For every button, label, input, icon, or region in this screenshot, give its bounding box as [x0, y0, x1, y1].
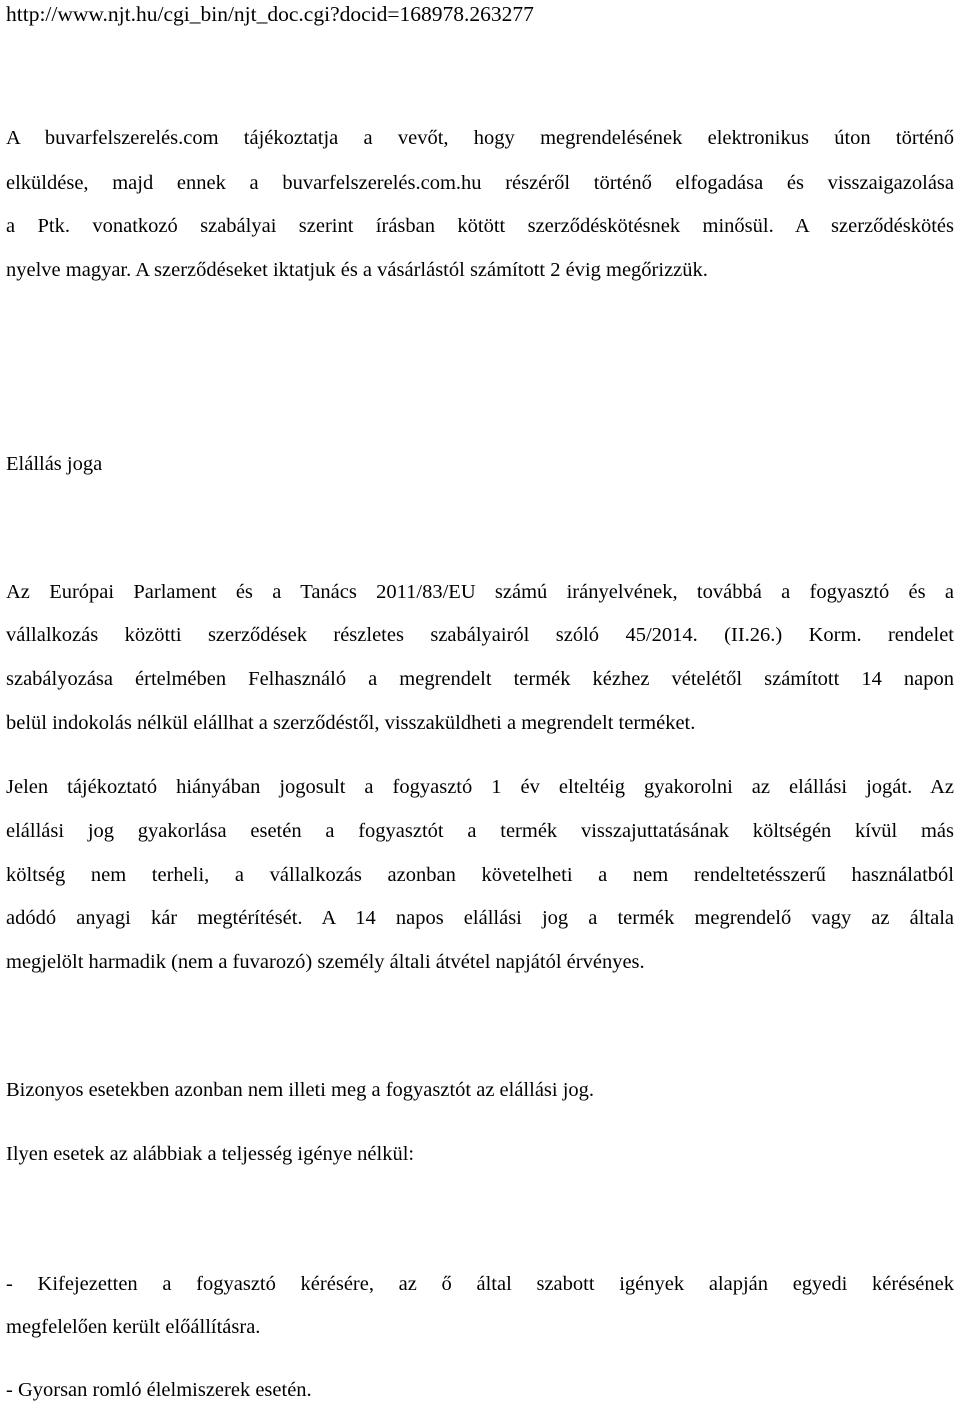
document-url: http://www.njt.hu/cgi_bin/njt_doc.cgi?docid=168978.263277: [6, 2, 534, 26]
exception-item-1-line-2: megfelelően került előállításra.: [6, 1316, 261, 1338]
period-line-2: elállási jog gyakorlása esetén a fogyasztót a termék visszajuttatásának költségén kívül más: [6, 820, 954, 842]
period-line-5: megjelölt harmadik (nem a fuvarozó) személy általi átvétel napjától érvényes.: [6, 951, 645, 973]
intro-line-4: nyelve magyar. A szerződéseket iktatjuk és a vásárlástól számított 2 évig megőrizzük.: [6, 259, 708, 281]
withdrawal-line-1: Az Európai Parlament és a Tanács 2011/83/EU számú irányelvének, továbbá a fogyasztó és a: [6, 581, 954, 603]
withdrawal-line-4: belül indokolás nélkül elállhat a szerződéstől, visszaküldheti a megrendelt terméket.: [6, 712, 696, 734]
withdrawal-line-3: szabályozása értelmében Felhasználó a megrendelt termék kézhez vételétől számított 14 napon: [6, 668, 954, 690]
intro-line-1: A buvarfelszerelés.com tájékoztatja a vevőt, hogy megrendelésének elektronikus úton történő: [6, 127, 954, 149]
period-line-3: költség nem terheli, a vállalkozás azonban követelheti a nem rendeltetésszerű használatból: [6, 864, 954, 886]
exceptions-intro: Bizonyos esetekben azonban nem illeti meg a fogyasztót az elállási jog.: [6, 1079, 595, 1101]
intro-line-2: elküldése, majd ennek a buvarfelszerelés.com.hu részéről történő elfogadása és visszaigazolása: [6, 172, 954, 194]
intro-line-3: a Ptk. vonatkozó szabályai szerint írásban kötött szerződéskötésnek minősül. A szerződéskötés: [6, 215, 954, 237]
exceptions-lead: Ilyen esetek az alábbiak a teljesség igénye nélkül:: [6, 1143, 415, 1165]
period-line-1: Jelen tájékoztató hiányában jogosult a fogyasztó 1 év elteltéig gyakorolni az elállási jogát. Az: [6, 776, 954, 798]
section-title: Elállás joga: [6, 453, 103, 475]
withdrawal-line-2: vállalkozás közötti szerződések részletes szabályairól szóló 45/2014. (II.26.) Korm. rendelet: [6, 624, 954, 646]
exception-item-1-line-1: - Kifejezetten a fogyasztó kérésére, az ő által szabott igények alapján egyedi kérésének: [6, 1273, 954, 1295]
period-line-4: adódó anyagi kár megtérítését. A 14 napos elállási jog a termék megrendelő vagy az általa: [6, 907, 954, 929]
exception-item-2: - Gyorsan romló élelmiszerek esetén.: [6, 1379, 312, 1401]
